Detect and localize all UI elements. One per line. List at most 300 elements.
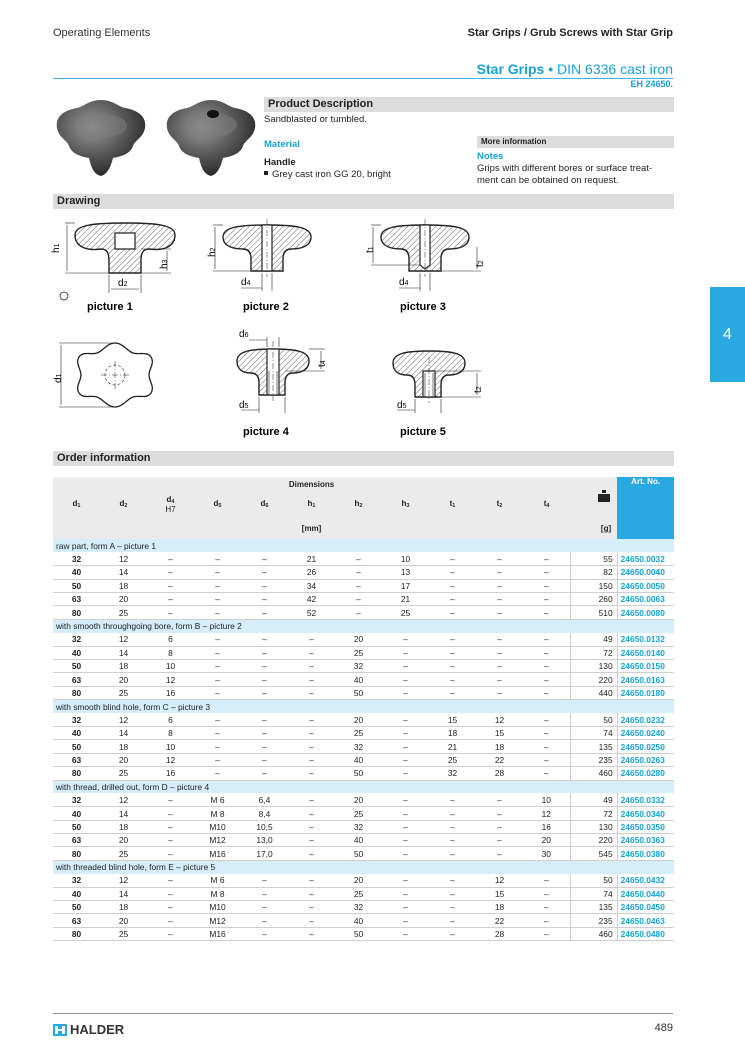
- table-row[interactable]: [53, 606, 674, 619]
- dimension-cell: 21: [429, 740, 476, 753]
- dimension-cell: 12: [100, 633, 147, 646]
- dimension-cell: –: [523, 753, 570, 766]
- handle-label: Handle: [264, 157, 296, 168]
- dimension-cell: –: [476, 673, 523, 686]
- dimension-cell: –: [288, 753, 335, 766]
- weight-cell: 150: [570, 579, 617, 592]
- dimension-cell: –: [335, 606, 382, 619]
- table-row[interactable]: [53, 874, 674, 887]
- star-grip-bored-photo: [167, 100, 256, 176]
- weight-icon-cell: [570, 477, 617, 517]
- dimension-cell: 12: [476, 713, 523, 726]
- column-header-t2: [476, 491, 523, 517]
- dimension-cell: –: [476, 793, 523, 806]
- dimension-cell: –: [194, 606, 241, 619]
- dimension-cell: 80: [53, 606, 100, 619]
- dimension-cell: –: [523, 579, 570, 592]
- halder-logo-icon: [53, 1024, 67, 1036]
- table-row[interactable]: [53, 740, 674, 753]
- column-subscript: 2: [124, 503, 128, 509]
- dimension-cell: 12: [100, 874, 147, 887]
- weight-cell: 130: [570, 660, 617, 673]
- dimension-cell: 25: [335, 646, 382, 659]
- dimension-cell: M10: [194, 820, 241, 833]
- dimension-cell: –: [288, 660, 335, 673]
- dimension-cell: –: [382, 726, 429, 739]
- dimension-cell: –: [382, 646, 429, 659]
- table-row[interactable]: [53, 566, 674, 579]
- dimension-cell: 12: [147, 753, 194, 766]
- section-label: with smooth blind hole, form C – picture 3: [53, 700, 674, 713]
- dimension-cell: M10: [194, 901, 241, 914]
- dimension-cell: –: [288, 927, 335, 940]
- dimension-cell: 50: [335, 927, 382, 940]
- dimension-cell: –: [476, 807, 523, 820]
- dimension-cell: –: [241, 686, 288, 699]
- dimension-cell: –: [241, 901, 288, 914]
- dimension-cell: –: [523, 767, 570, 780]
- dimension-cell: 40: [53, 807, 100, 820]
- dimension-cell: –: [382, 847, 429, 860]
- dimension-cell: –: [382, 740, 429, 753]
- dimension-cell: –: [476, 646, 523, 659]
- dimension-cell: –: [241, 914, 288, 927]
- star-grip-solid-photo: [57, 100, 146, 176]
- column-header-d6: [241, 491, 288, 517]
- dimension-cell: 8,4: [241, 807, 288, 820]
- page-number: 489: [654, 1022, 673, 1034]
- weight-cell: 510: [570, 606, 617, 619]
- dimension-cell: 20: [335, 633, 382, 646]
- table-row[interactable]: [53, 793, 674, 806]
- dimension-cell: –: [288, 874, 335, 887]
- article-number-cell[interactable]: 24650.0150: [617, 660, 674, 673]
- section-row: [53, 539, 674, 552]
- article-number-cell[interactable]: 24650.0332: [617, 793, 674, 806]
- article-number-cell[interactable]: 24650.0050: [617, 579, 674, 592]
- dim-d6-label: d6: [239, 329, 249, 340]
- dimension-cell: –: [194, 673, 241, 686]
- dimension-cell: –: [241, 874, 288, 887]
- column-header-t4: [523, 491, 570, 517]
- table-row[interactable]: [53, 633, 674, 646]
- dimension-cell: M 8: [194, 807, 241, 820]
- dimension-cell: –: [288, 646, 335, 659]
- article-number-cell[interactable]: 24650.0040: [617, 566, 674, 579]
- dimension-cell: –: [523, 552, 570, 565]
- product-description-heading: Product Description: [264, 97, 674, 112]
- dimension-cell: 18: [429, 726, 476, 739]
- article-number-cell[interactable]: 24650.0450: [617, 901, 674, 914]
- dimension-cell: 25: [335, 726, 382, 739]
- dimension-cell: 63: [53, 593, 100, 606]
- h7-tolerance-label: H7: [165, 504, 176, 514]
- table-row[interactable]: [53, 834, 674, 847]
- dimension-cell: 14: [100, 887, 147, 900]
- dimension-cell: 25: [335, 887, 382, 900]
- dimension-cell: 32: [53, 713, 100, 726]
- picture-2-label: picture 2: [243, 301, 289, 313]
- dimension-cell: 18: [100, 901, 147, 914]
- dimension-cell: –: [476, 566, 523, 579]
- dimension-cell: –: [429, 874, 476, 887]
- column-symbol: d: [119, 499, 125, 508]
- section-row: [53, 860, 674, 873]
- section-row: [53, 619, 674, 632]
- table-row[interactable]: [53, 713, 674, 726]
- table-row[interactable]: [53, 552, 674, 565]
- table-row[interactable]: [53, 673, 674, 686]
- dimension-cell: 10: [147, 660, 194, 673]
- dimension-cell: –: [382, 753, 429, 766]
- article-number-cell[interactable]: 24650.0463: [617, 914, 674, 927]
- dimension-cell: –: [194, 646, 241, 659]
- dim-d2-label: d2: [118, 278, 128, 289]
- dimension-cell: 32: [335, 820, 382, 833]
- dimension-cell: 20: [335, 793, 382, 806]
- dimension-cell: –: [241, 927, 288, 940]
- column-header-h2: [335, 491, 382, 517]
- dimension-cell: 18: [100, 740, 147, 753]
- dimension-cell: 80: [53, 927, 100, 940]
- section-label: raw part, form A – picture 1: [53, 539, 674, 552]
- dim-t2-label: t2: [475, 260, 486, 267]
- table-row[interactable]: [53, 767, 674, 780]
- dimension-cell: 18: [100, 660, 147, 673]
- weight-cell: 50: [570, 874, 617, 887]
- column-symbol: d: [166, 494, 172, 504]
- dimension-cell: –: [429, 686, 476, 699]
- dimension-cell: 15: [476, 887, 523, 900]
- dimension-cell: –: [194, 686, 241, 699]
- dimension-cell: 25: [382, 606, 429, 619]
- weight-cell: 82: [570, 566, 617, 579]
- dimension-cell: –: [476, 820, 523, 833]
- article-number-cell[interactable]: 24650.0140: [617, 646, 674, 659]
- dimension-cell: –: [194, 660, 241, 673]
- dimension-cell: –: [476, 834, 523, 847]
- dimension-cell: 12: [100, 793, 147, 806]
- dimension-cell: 10: [523, 793, 570, 806]
- column-subscript: 6: [265, 503, 269, 509]
- dim-d4-label: d4: [241, 277, 251, 288]
- dimension-cell: 52: [288, 606, 335, 619]
- dimension-cell: –: [476, 552, 523, 565]
- weight-cell: 135: [570, 740, 617, 753]
- dimension-cell: –: [288, 726, 335, 739]
- dimension-cell: M12: [194, 914, 241, 927]
- dimension-cell: –: [476, 686, 523, 699]
- table-row[interactable]: [53, 807, 674, 820]
- dimension-cell: 63: [53, 673, 100, 686]
- dimension-cell: –: [241, 593, 288, 606]
- table-row[interactable]: [53, 593, 674, 606]
- dimension-cell: –: [429, 606, 476, 619]
- table-row[interactable]: [53, 686, 674, 699]
- dimension-cell: –: [241, 740, 288, 753]
- dimension-cell: 50: [335, 847, 382, 860]
- dimension-cell: 16: [523, 820, 570, 833]
- article-number-cell[interactable]: 24650.0363: [617, 834, 674, 847]
- dimension-cell: –: [429, 633, 476, 646]
- dimension-cell: –: [429, 847, 476, 860]
- dimension-cell: –: [523, 914, 570, 927]
- article-number-cell[interactable]: 24650.0350: [617, 820, 674, 833]
- dim-h1-label: h1: [51, 243, 62, 253]
- article-number-cell[interactable]: 24650.0080: [617, 606, 674, 619]
- dimension-cell: –: [147, 914, 194, 927]
- dimension-cell: 25: [100, 767, 147, 780]
- table-row[interactable]: [53, 887, 674, 900]
- dimension-cell: –: [429, 593, 476, 606]
- dimension-cell: 32: [429, 767, 476, 780]
- section-label: with threaded blind hole, form E – picture 5: [53, 860, 674, 873]
- dimension-cell: –: [523, 633, 570, 646]
- dimension-cell: –: [194, 633, 241, 646]
- dimension-cell: –: [194, 753, 241, 766]
- table-row[interactable]: [53, 847, 674, 860]
- dimension-cell: –: [147, 901, 194, 914]
- dimension-cell: –: [476, 633, 523, 646]
- dimension-cell: 40: [53, 646, 100, 659]
- picture-3-label: picture 3: [400, 301, 446, 313]
- dimension-cell: 10: [147, 740, 194, 753]
- dimension-cell: –: [147, 593, 194, 606]
- bullet-square-icon: [264, 171, 268, 175]
- dimension-cell: –: [382, 767, 429, 780]
- dimension-cell: –: [523, 566, 570, 579]
- dimension-cell: 80: [53, 847, 100, 860]
- dimension-cell: –: [429, 552, 476, 565]
- dimension-cell: –: [241, 606, 288, 619]
- weight-cell: 49: [570, 633, 617, 646]
- dimension-cell: 25: [100, 847, 147, 860]
- dimension-cell: 32: [53, 552, 100, 565]
- dimension-cell: 50: [53, 820, 100, 833]
- article-number-cell[interactable]: 24650.0232: [617, 713, 674, 726]
- dimension-cell: 50: [53, 660, 100, 673]
- dimension-cell: 20: [100, 673, 147, 686]
- table-row[interactable]: [53, 901, 674, 914]
- column-subscript: 1: [77, 503, 81, 509]
- dimension-cell: –: [382, 673, 429, 686]
- dimension-cell: 25: [335, 807, 382, 820]
- technical-drawing: [53, 213, 674, 445]
- dimension-cell: –: [429, 807, 476, 820]
- title-bullet: •: [548, 61, 554, 77]
- weight-cell: 130: [570, 820, 617, 833]
- dimension-cell: –: [241, 713, 288, 726]
- dimension-cell: –: [429, 901, 476, 914]
- dimension-cell: –: [382, 874, 429, 887]
- dimension-cell: –: [194, 726, 241, 739]
- table-row[interactable]: [53, 660, 674, 673]
- dimension-cell: –: [288, 834, 335, 847]
- material-label: Material: [264, 139, 300, 150]
- g-unit-label: [g]: [570, 517, 617, 539]
- footer-divider: [53, 1013, 673, 1014]
- weight-cell: 460: [570, 767, 617, 780]
- dimension-cell: 25: [100, 686, 147, 699]
- article-number-cell[interactable]: 24650.0250: [617, 740, 674, 753]
- dimension-cell: –: [241, 767, 288, 780]
- dimension-cell: 12: [523, 807, 570, 820]
- column-symbol: h: [307, 499, 313, 508]
- dimension-cell: 16: [147, 767, 194, 780]
- dimension-cell: M16: [194, 847, 241, 860]
- chapter-tab[interactable]: 4: [710, 287, 745, 382]
- dimension-cell: –: [382, 914, 429, 927]
- column-subscript: 1: [452, 503, 456, 509]
- column-subscript: 1: [312, 503, 316, 509]
- more-information-heading: More information: [477, 136, 674, 148]
- dimension-cell: –: [382, 927, 429, 940]
- dimension-cell: –: [382, 820, 429, 833]
- dimension-cell: 50: [335, 767, 382, 780]
- article-number-cell[interactable]: 24650.0432: [617, 874, 674, 887]
- article-number-cell[interactable]: 24650.0032: [617, 552, 674, 565]
- dimension-cell: M 8: [194, 887, 241, 900]
- dimension-cell: –: [523, 660, 570, 673]
- dimension-cell: –: [147, 606, 194, 619]
- dimension-cell: –: [288, 793, 335, 806]
- table-row[interactable]: [53, 927, 674, 940]
- weight-cell: 545: [570, 847, 617, 860]
- dimension-cell: –: [241, 753, 288, 766]
- article-number-cell[interactable]: 24650.0132: [617, 633, 674, 646]
- weight-cell: 220: [570, 834, 617, 847]
- dimension-cell: 12: [476, 874, 523, 887]
- drawing-picture-2: [207, 219, 311, 313]
- column-symbol: t: [496, 499, 500, 508]
- dimension-cell: –: [382, 887, 429, 900]
- dimension-cell: –: [288, 887, 335, 900]
- table-row[interactable]: [53, 579, 674, 592]
- column-symbol: d: [72, 499, 78, 508]
- table-row[interactable]: [53, 914, 674, 927]
- dimension-cell: –: [523, 874, 570, 887]
- notes-text-line-1: Grips with different bores or surface treat-: [477, 163, 653, 174]
- table-row[interactable]: [53, 726, 674, 739]
- brand-name: HALDER: [70, 1022, 125, 1037]
- dimension-cell: –: [523, 740, 570, 753]
- dim-t1-label: t1: [365, 246, 376, 253]
- dimension-cell: 8: [147, 726, 194, 739]
- column-header-h3: [382, 491, 429, 517]
- dimension-cell: –: [382, 807, 429, 820]
- dimension-cell: 25: [100, 606, 147, 619]
- dimension-cell: –: [241, 673, 288, 686]
- article-number-cell[interactable]: 24650.0180: [617, 686, 674, 699]
- dimension-cell: –: [382, 793, 429, 806]
- table-row[interactable]: [53, 646, 674, 659]
- dimension-cell: –: [429, 673, 476, 686]
- order-table: [53, 477, 674, 941]
- dimension-cell: –: [523, 593, 570, 606]
- dimension-cell: 40: [335, 914, 382, 927]
- handle-material-text: Grey cast iron GG 20, bright: [272, 169, 391, 180]
- article-number-cell[interactable]: 24650.0240: [617, 726, 674, 739]
- product-photo: [53, 98, 258, 178]
- notes-label: Notes: [477, 151, 504, 162]
- article-number-cell[interactable]: 24650.0280: [617, 767, 674, 780]
- column-header-d5: [194, 491, 241, 517]
- article-number-cell[interactable]: 24650.0063: [617, 593, 674, 606]
- dimension-cell: 15: [476, 726, 523, 739]
- weight-cell: 50: [570, 713, 617, 726]
- dimension-cell: –: [147, 834, 194, 847]
- article-number-cell[interactable]: 24650.0340: [617, 807, 674, 820]
- dimension-cell: 20: [523, 834, 570, 847]
- dimension-cell: –: [147, 793, 194, 806]
- dimension-cell: 63: [53, 834, 100, 847]
- article-number-cell[interactable]: 24650.0263: [617, 753, 674, 766]
- section-label: with smooth throughgoing bore, form B – picture 2: [53, 619, 674, 632]
- article-number-cell[interactable]: 24650.0440: [617, 887, 674, 900]
- dimension-cell: 8: [147, 646, 194, 659]
- weight-cell: 440: [570, 686, 617, 699]
- dimension-cell: 26: [288, 566, 335, 579]
- weight-cell: 72: [570, 646, 617, 659]
- dim-d5-label-5: d5: [397, 400, 407, 411]
- mm-unit-label: [mm]: [53, 517, 570, 539]
- dim-d1-label: d1: [53, 373, 64, 383]
- column-symbol: t: [449, 499, 453, 508]
- drawing-picture-5: [393, 351, 484, 438]
- dimension-cell: –: [147, 887, 194, 900]
- article-number-cell[interactable]: 24650.0163: [617, 673, 674, 686]
- section-row: [53, 780, 674, 793]
- dimension-cell: 20: [335, 713, 382, 726]
- dimension-cell: 22: [476, 753, 523, 766]
- weight-cell: 74: [570, 726, 617, 739]
- weight-cell: 74: [570, 887, 617, 900]
- weight-cell: 235: [570, 914, 617, 927]
- dimension-cell: –: [241, 552, 288, 565]
- dimension-cell: –: [147, 579, 194, 592]
- dimension-cell: 40: [335, 673, 382, 686]
- dimension-cell: 34: [288, 579, 335, 592]
- column-subscript: 4: [546, 503, 550, 509]
- article-number-cell[interactable]: 24650.0380: [617, 847, 674, 860]
- dimension-cell: 20: [100, 914, 147, 927]
- dimension-cell: –: [147, 820, 194, 833]
- table-row[interactable]: [53, 753, 674, 766]
- dimension-cell: –: [147, 847, 194, 860]
- dimension-cell: –: [147, 874, 194, 887]
- weight-cell: 260: [570, 593, 617, 606]
- dimension-cell: –: [194, 767, 241, 780]
- art-no-header: Art. No.: [617, 477, 674, 539]
- dimension-cell: –: [523, 887, 570, 900]
- dimension-cell: –: [241, 726, 288, 739]
- dimension-cell: –: [523, 646, 570, 659]
- table-row[interactable]: [53, 820, 674, 833]
- article-number-cell[interactable]: 24650.0480: [617, 927, 674, 940]
- dimension-cell: –: [241, 646, 288, 659]
- dimension-cell: –: [523, 927, 570, 940]
- column-header-h1: [288, 491, 335, 517]
- dimension-cell: 22: [476, 914, 523, 927]
- dimension-cell: 28: [476, 767, 523, 780]
- dimension-cell: 32: [53, 874, 100, 887]
- dimension-cell: –: [382, 686, 429, 699]
- dimension-cell: –: [523, 901, 570, 914]
- dimension-cell: –: [288, 914, 335, 927]
- dimension-cell: 12: [147, 673, 194, 686]
- dimension-cell: –: [147, 552, 194, 565]
- dimension-cell: –: [429, 887, 476, 900]
